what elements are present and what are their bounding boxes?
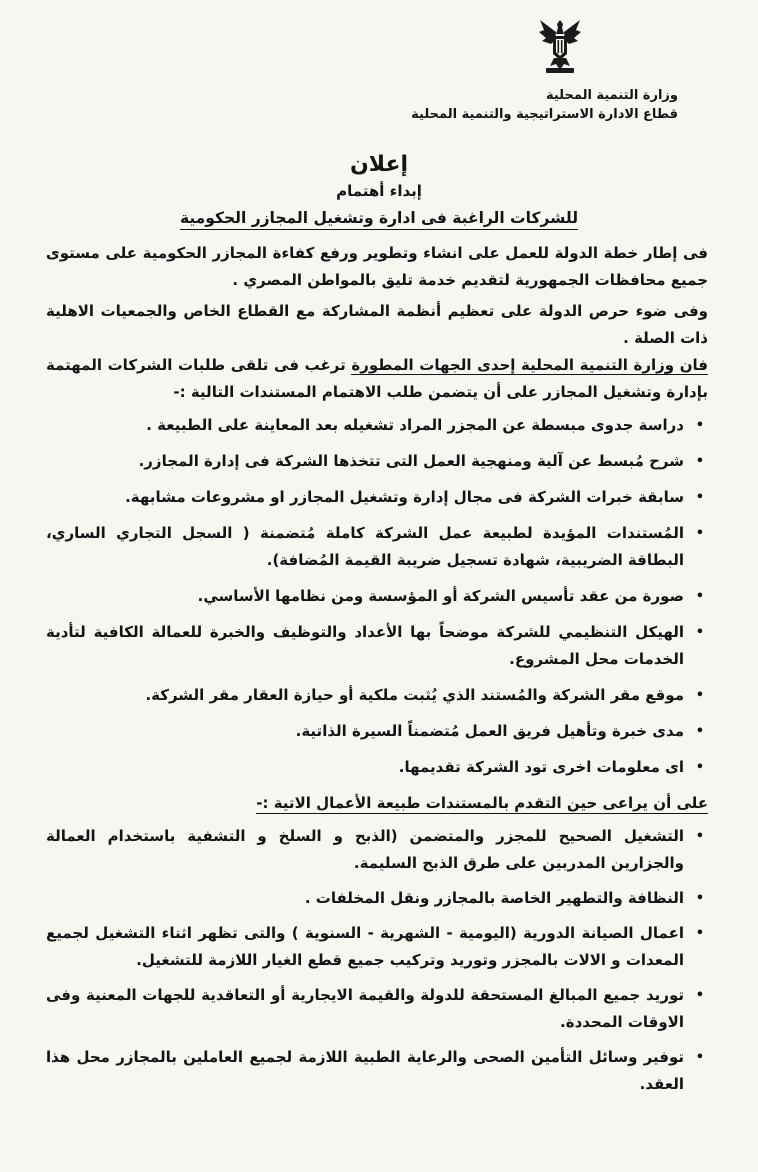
list-item-text: النظافة والتطهير الخاصة بالمجازر ونقل المخلفات . bbox=[304, 889, 684, 907]
announcement-body bbox=[46, 240, 708, 1106]
bullet-icon: • bbox=[695, 418, 704, 433]
list-item bbox=[46, 823, 708, 877]
bullet-icon: • bbox=[695, 988, 704, 1003]
list-item bbox=[46, 920, 708, 974]
list-item bbox=[46, 520, 708, 574]
list-item bbox=[46, 484, 708, 511]
list-item-text: التشغيل الصحيح للمجزر والمتضمن (الذبح و السلخ و التشفية باستخدام العمالة والجزارين المدربين على طرق الذبح السليمة. bbox=[46, 827, 684, 872]
list-item-text: شرح مُبسط عن آلية ومنهجية العمل التى تتخذها الشركة فى إدارة المجازر. bbox=[138, 452, 684, 470]
page-title: إعلان bbox=[349, 152, 409, 177]
intro-paragraph-1: فى إطار خطة الدولة للعمل على انشاء وتطوير ورفع كفاءة المجازر الحكومية على مستوى جميع محافظات الجمهورية لتقديم خدمة تليق بالمواطن المصري . bbox=[46, 244, 708, 289]
sector-name: قطاع الادارة الاستراتيجية والتنمية المحلية bbox=[411, 107, 678, 122]
list-item-text: موقع مقر الشركة والمُستند الذي يُثبت ملكية أو حيازة العقار مقر الشركة. bbox=[145, 686, 684, 704]
bullet-icon: • bbox=[695, 760, 704, 775]
list-item-text: صورة من عقد تأسيس الشركة أو المؤسسة ومن نظامها الأساسي. bbox=[197, 587, 684, 605]
list-item bbox=[46, 718, 708, 745]
bullet-icon: • bbox=[695, 829, 704, 844]
bullet-icon: • bbox=[695, 625, 704, 640]
lead-underlined-text: فان وزارة التنمية المحلية إحدى الجهات المطورة bbox=[351, 356, 708, 374]
works-heading bbox=[46, 790, 708, 817]
bullet-icon: • bbox=[695, 1050, 704, 1065]
works-list bbox=[46, 823, 708, 1098]
bullet-icon: • bbox=[695, 454, 704, 469]
intro-paragraph-2: وفى ضوء حرص الدولة على تعظيم أنظمة المشاركة مع القطاع الخاص والجمعيات الاهلية ذات الصلة . bbox=[46, 302, 708, 347]
list-item bbox=[46, 412, 708, 439]
intro-lead-paragraph bbox=[46, 352, 708, 406]
page-subtitle: إبداء أهتمام bbox=[336, 182, 422, 200]
list-item bbox=[46, 619, 708, 673]
list-item bbox=[46, 1044, 708, 1098]
bullet-icon: • bbox=[695, 724, 704, 739]
list-item-text: اى معلومات اخرى تود الشركة تقديمها. bbox=[398, 758, 684, 776]
bullet-icon: • bbox=[695, 688, 704, 703]
eagle-emblem-icon bbox=[536, 14, 584, 76]
subtitle-underlined: للشركات الراغبة فى ادارة وتشغيل المجازر الحكومية bbox=[180, 209, 578, 230]
bullet-icon: • bbox=[695, 926, 704, 941]
list-item-text: الهيكل التنظيمي للشركة موضحاً بها الأعداد والتوظيف والخبرة للعمالة الكافية لتأدية الخدمات محل المشروع. bbox=[46, 623, 684, 668]
list-item bbox=[46, 448, 708, 475]
list-item-text: سابقة خبرات الشركة فى مجال إدارة وتشغيل المجازر او مشروعات مشابهة. bbox=[125, 488, 684, 506]
list-item-text: المُستندات المؤيدة لطبيعة عمل الشركة كاملة مُتضمنة ( السجل التجاري الساري، البطاقة الضريبية، شهادة تسجيل ضريبة القيمة المُضافة). bbox=[46, 524, 684, 569]
works-heading-text: على أن يراعى حين التقدم بالمستندات طبيعة الأعمال الاتية :- bbox=[256, 794, 708, 812]
required-documents-list bbox=[46, 412, 708, 781]
list-item-text: توفير وسائل التأمين الصحى والرعاية الطبية اللازمة لجميع العاملين بالمجازر محل هذا العقد. bbox=[46, 1048, 684, 1093]
bullet-icon: • bbox=[695, 891, 704, 906]
list-item bbox=[46, 682, 708, 709]
list-item bbox=[46, 982, 708, 1036]
list-item bbox=[46, 885, 708, 912]
bullet-icon: • bbox=[695, 490, 704, 505]
list-item-text: دراسة جدوى مبسطة عن المجزر المراد تشغيله بعد المعاينة على الطبيعة . bbox=[146, 416, 684, 434]
bullet-icon: • bbox=[695, 526, 704, 541]
list-item bbox=[46, 754, 708, 781]
lead-rest-text: ترغب فى تلقى طلبات الشركات المهتمة بإدارة وتشغيل المجازر على أن يتضمن طلب الاهتمام المستندات التالية :- bbox=[46, 356, 708, 401]
list-item bbox=[46, 583, 708, 610]
list-item-text: مدى خبرة وتأهيل فريق العمل مُتضمناً السيرة الذاتية. bbox=[295, 722, 684, 740]
list-item-text: اعمال الصيانة الدورية (اليومية - الشهرية - السنوية ) والتى تظهر اثناء التشغيل لجميع المعدات و الالات بالمجزر وتوريد وتركيب جميع قطع الغيار اللازمة للتشغيل. bbox=[46, 924, 684, 969]
ministry-header bbox=[411, 86, 678, 124]
bullet-icon: • bbox=[695, 589, 704, 604]
page-subtitle-secondary bbox=[0, 208, 758, 227]
list-item-text: توريد جميع المبالغ المستحقة للدولة والقيمة الايجارية أو التعاقدية للجهات المعنية وفى الاوقات المحددة. bbox=[46, 986, 684, 1031]
ministry-name: وزارة التنمية المحلية bbox=[545, 88, 678, 103]
